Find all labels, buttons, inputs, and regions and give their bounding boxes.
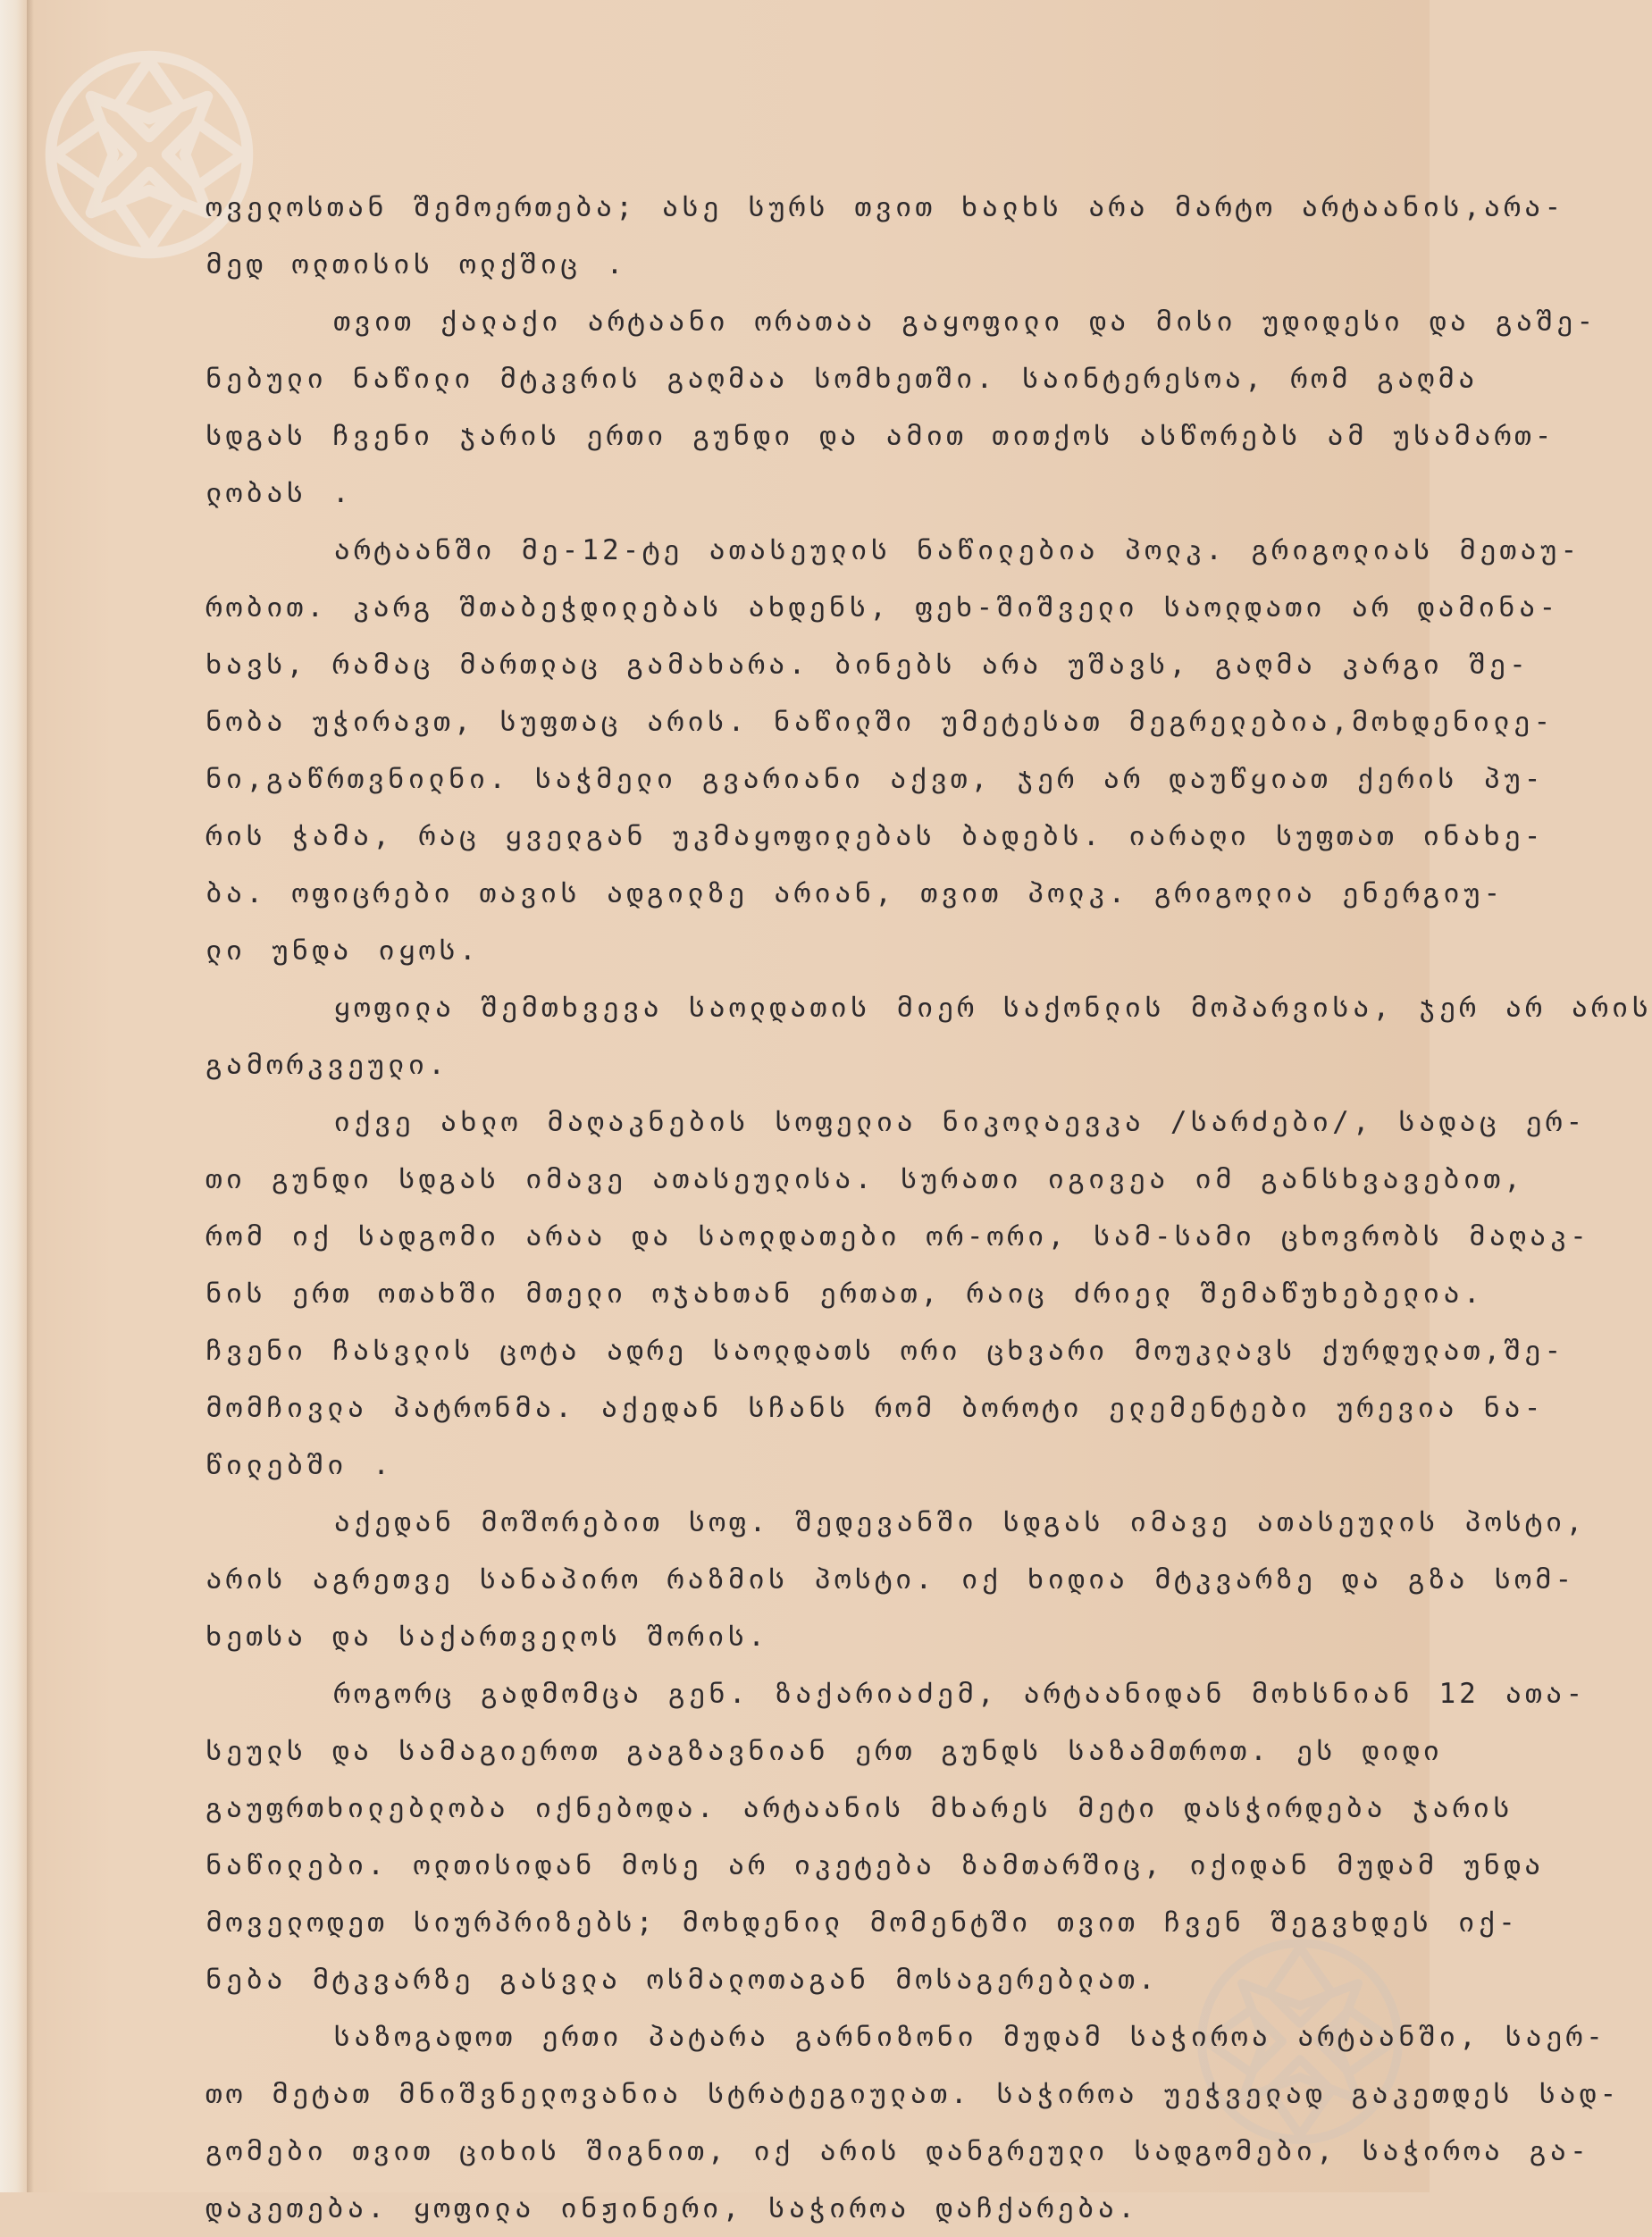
text-line: ნაწილები. ოლთისიდან მოსე არ იკეტება ზამთარშიც, იქიდან მუდამ უნდა — [205, 1849, 1545, 1881]
text-line: ხეთსა და საქართველოს შორის. — [205, 1621, 768, 1653]
text-line: ოველოსთან შემოერთება; ასე სურს თვით ხალხს არა მარტო არტაანის,არა- — [205, 191, 1565, 223]
page-left-edge — [0, 0, 27, 2192]
text-line: ყოფილა შემთხვევა საოლდათის მიერ საქონლის მოპარვისა, ჯერ არ არის — [205, 992, 1652, 1024]
text-line: სეულს და სამაგიეროთ გაგზავნიან ერთ გუნდს საზამთროთ. ეს დიდი — [205, 1735, 1444, 1767]
text-line: ბა. ოფიცრები თავის ადგილზე არიან, თვით პოლკ. გრიგოლია ენერგიუ- — [205, 877, 1505, 909]
text-line: რობით. კარგ შთაბეჭდილებას ახდენს, ფეხ-შიშველი საოლდათი არ დამინა- — [205, 591, 1560, 624]
binding-shadow — [27, 0, 34, 2192]
text-line: მოველოდეთ სიურპრიზებს; მოხდენილ მომენტში თვით ჩვენ შეგვხდეს იქ- — [205, 1906, 1519, 1939]
text-line: წილებში . — [205, 1449, 393, 1481]
text-line: თო მეტათ მნიშვნელოვანია სტრატეგიულათ. საჭიროა უეჭველად გაკეთდეს სად- — [205, 2078, 1621, 2110]
text-line: თი გუნდი სდგას იმავე ათასეულისა. სურათი იგივეა იმ განსხვავებით, — [205, 1163, 1524, 1195]
text-line: ნის ერთ ოთახში მთელი ოჯახთან ერთათ, რაიც ძრიელ შემაწუხებელია. — [205, 1278, 1484, 1310]
text-line: გომები თვით ციხის შიგნით, იქ არის დანგრეული სადგომები, საჭიროა გა- — [205, 2135, 1590, 2167]
text-line: გამორკვეული. — [205, 1049, 449, 1081]
text-line: იქვე ახლო მაღაკნების სოფელია ნიკოლაევკა /სარძები/, სადაც ერ- — [205, 1106, 1587, 1138]
text-line: დაკეთება. ყოფილა ინჟინერი, საჭიროა დაჩქარება. — [205, 2192, 1138, 2224]
text-line: ლობას . — [205, 477, 353, 509]
text-line: ლი უნდა იყოს. — [205, 934, 480, 967]
text-line: ნებული ნაწილი მტკვრის გაღმაა სომხეთში. საინტერესოა, რომ გაღმა — [205, 363, 1479, 395]
text-line: ხავს, რამაც მართლაც გამახარა. ბინებს არა უშავს, გაღმა კარგი შე- — [205, 649, 1530, 681]
text-line: არის აგრეთვე სანაპირო რაზმის პოსტი. იქ ხიდია მტკვარზე და გზა სომ- — [205, 1563, 1576, 1596]
text-line: საზოგადოთ ერთი პატარა გარნიზონი მუდამ საჭიროა არტაანში, საერ- — [205, 2021, 1606, 2053]
text-line: მომჩივლა პატრონმა. აქედან სჩანს რომ ბოროტი ელემენტები ურევია ნა- — [205, 1392, 1545, 1424]
text-line: გაუფრთხილებლობა იქნებოდა. არტაანის მხარეს მეტი დასჭირდება ჯარის — [205, 1792, 1514, 1824]
text-line: სდგას ჩვენი ჯარის ერთი გუნდი და ამით თითქოს ასწორებს ამ უსამართ- — [205, 420, 1556, 452]
text-line: ნი,გაწრთვნილნი. საჭმელი გვარიანი აქვთ, ჯერ არ დაუწყიათ ქერის პუ- — [205, 763, 1545, 795]
text-line: ჩვენი ჩასვლის ცოტა ადრე საოლდათს ორი ცხვარი მოუკლავს ქურდულათ,შე- — [205, 1335, 1565, 1367]
text-line: ნება მტკვარზე გასვლა ოსმალოთაგან მოსაგერებლათ. — [205, 1964, 1159, 1996]
typewritten-body — [205, 179, 1652, 2237]
text-line: არტაანში მე-12-ტე ათასეულის ნაწილებია პოლკ. გრიგოლიას მეთაუ- — [205, 534, 1581, 566]
text-line: აქედან მოშორებით სოფ. შედევანში სდგას იმავე ათასეულის პოსტი, — [205, 1506, 1587, 1538]
text-line: რომ იქ სადგომი არაა და საოლდათები ორ-ორი, სამ-სამი ცხოვრობს მაღაკ- — [205, 1220, 1590, 1253]
text-line: რის ჭამა, რაც ყველგან უკმაყოფილებას ბადებს. იარაღი სუფთათ ინახე- — [205, 820, 1545, 852]
text-line: მედ ოლთისის ოლქშიც . — [205, 248, 627, 281]
text-line: ნობა უჭირავთ, სუფთაც არის. ნაწილში უმეტესათ მეგრელებია,მოხდენილე- — [205, 706, 1555, 738]
text-line: თვით ქალაქი არტაანი ორათაა გაყოფილი და მისი უდიდესი და გაშე- — [205, 306, 1597, 338]
text-line: როგორც გადმომცა გენ. ზაქარიაძემ, არტაანიდან მოხსნიან 12 ათა- — [205, 1678, 1587, 1710]
